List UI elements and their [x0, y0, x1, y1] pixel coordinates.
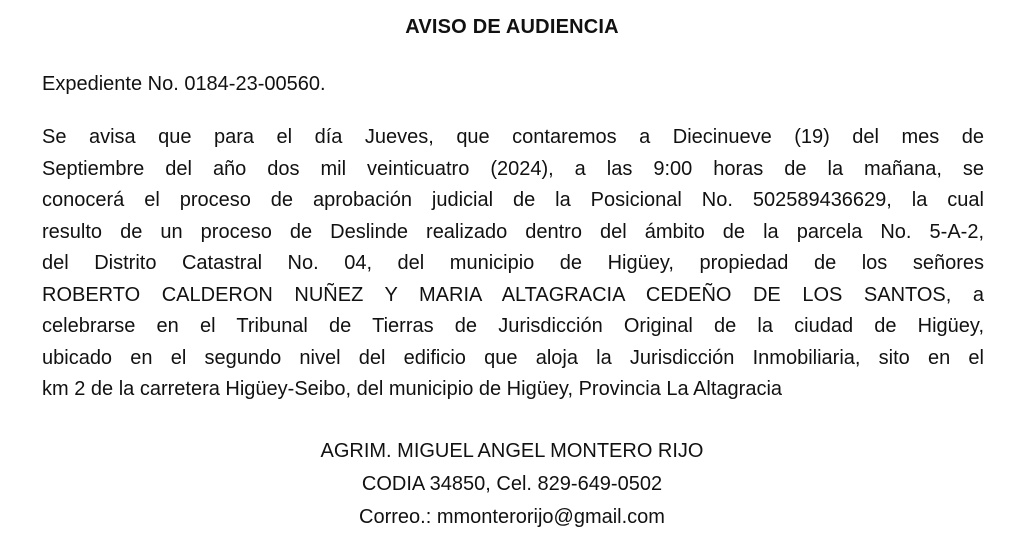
signer-codia-phone: CODIA 34850, Cel. 829-649-0502 — [361, 473, 663, 495]
body-line: conocerá el proceso de aprobación judicial de la Posicional No. 502589436629, la cual — [42, 189, 984, 211]
body-line: Septiembre del año dos mil veinticuatro (2024), a las 9:00 horas de la mañana, se — [42, 157, 984, 180]
notice-title: AVISO DE AUDIENCIA — [405, 16, 619, 38]
signer-email: Correo.: mmonterorijo@gmail.com — [359, 506, 665, 528]
body-line: ROBERTO CALDERON NUÑEZ Y MARIA ALTAGRACIA CEDEÑO DE LOS SANTOS, a — [42, 283, 984, 306]
body-line: celebrarse en el Tribunal de Tierras de Jurisdicción Original de la ciudad de Higüey, — [42, 315, 984, 337]
signature-block — [0, 435, 1024, 534]
notice-body — [42, 122, 984, 406]
body-line: resulto de un proceso de Deslinde realizado dentro del ámbito de la parcela No. 5-A-2, — [42, 220, 984, 243]
body-line: km 2 de la carretera Higüey-Seibo, del municipio de Higüey, Provincia La Altagracia — [42, 378, 783, 400]
body-line: Se avisa que para el día Jueves, que contaremos a Diecinueve (19) del mes de — [42, 126, 984, 148]
signer-name: AGRIM. MIGUEL ANGEL MONTERO RIJO — [320, 440, 704, 462]
case-number: Expediente No. 0184-23-00560. — [42, 73, 326, 95]
body-line: ubicado en el segundo nivel del edificio que aloja la Jurisdicción Inmobiliaria, sito en el — [42, 346, 984, 369]
body-line: del Distrito Catastral No. 04, del municipio de Higüey, propiedad de los señores — [42, 252, 984, 274]
